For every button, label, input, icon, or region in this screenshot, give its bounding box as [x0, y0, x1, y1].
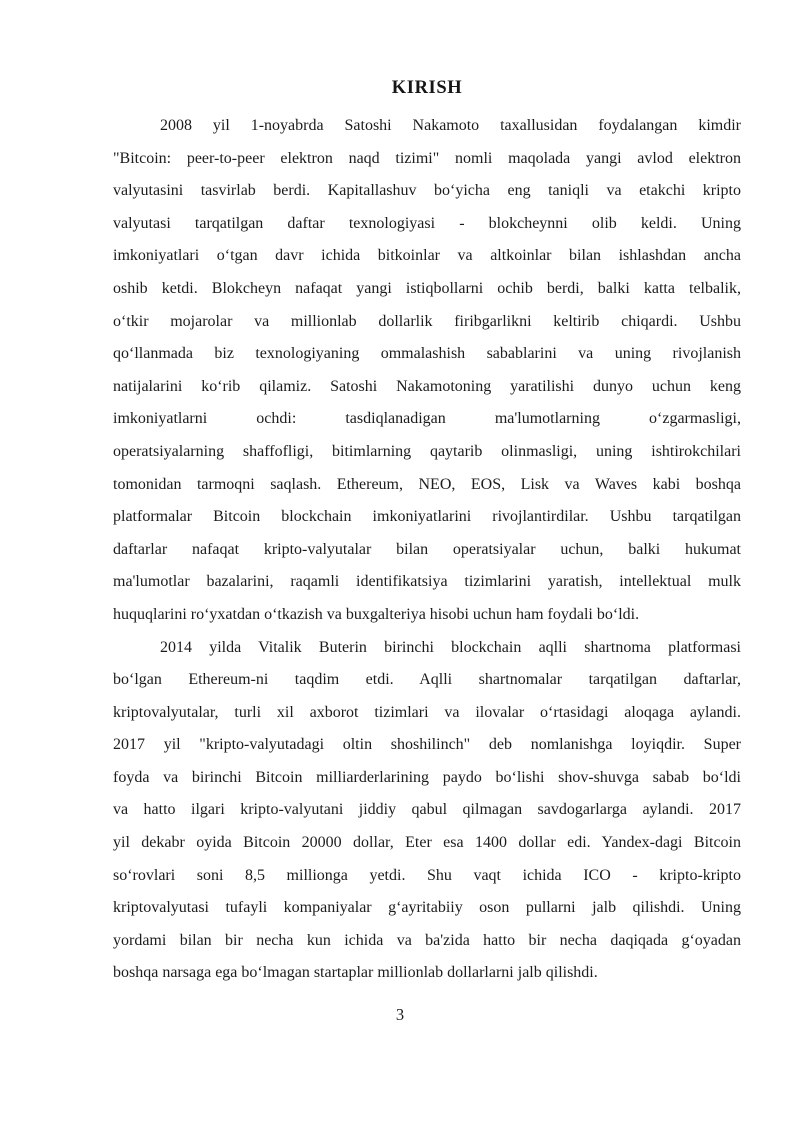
page-number: 3 [395, 1005, 405, 1024]
text-line: yordami bilan bir necha kun ichida va ba'zida hatto bir necha daqiqada gʻoyadan [113, 931, 741, 949]
document-body [113, 70, 741, 990]
text-line: huquqlarini roʻyxatdan oʻtkazish va buxgalteriya hisobi uchun ham foydali boʻldi. [113, 605, 640, 623]
text-line: soʻrovlari soni 8,5 millionga yetdi. Shu vaqt ichida ICO - kripto-kripto [113, 866, 741, 884]
text-line: platformalar Bitcoin blockchain imkoniyatlarini rivojlantirdilar. Ushbu tarqatilgan [113, 508, 741, 526]
text-line: imkoniyatlari oʻtgan davr ichida bitkoinlar va altkoinlar bilan ishlashdan ancha [113, 247, 741, 265]
text-line: 2014 yilda Vitalik Buterin birinchi blockchain aqlli shartnoma platformasi [160, 638, 741, 656]
text-line: natijalarini koʻrib qilamiz. Satoshi Nakamotoning yaratilishi dunyo uchun keng [113, 377, 741, 395]
text-line: 2017 yil "kripto-valyutadagi oltin shoshilinch" deb nomlanishga loyiqdir. Super [113, 736, 741, 754]
text-line: daftarlar nafaqat kripto-valyutalar bilan operatsiyalar uchun, balki hukumat [113, 540, 741, 558]
text-line: boshqa narsaga ega boʻlmagan startaplar millionlab dollarlarni jalb qilishdi. [113, 964, 598, 982]
text-line: 2008 yil 1-noyabrda Satoshi Nakamoto taxallusidan foydalangan kimdir [160, 117, 741, 134]
text-line: yil dekabr oyida Bitcoin 20000 dollar, Eter esa 1400 dollar edi. Yandex-dagi Bitcoin [113, 834, 741, 852]
text-line: boʻlgan Ethereum-ni taqdim etdi. Aqlli shartnomalar tarqatilgan daftarlar, [113, 671, 741, 689]
text-line: operatsiyalarning shaffofligi, bitimlarning qaytarib olinmasligi, uning ishtirokchilari [113, 442, 741, 460]
text-line: kriptovalyutasi tufayli kompaniyalar gʻayritabiiy oson pullarni jalb qilishdi. Uning [113, 899, 741, 917]
text-line: valyutasini tasvirlab berdi. Kapitallashuv boʻyicha eng taniqli va etakchi kripto [113, 182, 741, 200]
paragraph-2 [113, 632, 741, 991]
text-line: tomonidan tarmoqni saqlash. Ethereum, NEO, EOS, Lisk va Waves kabi boshqa [113, 475, 741, 493]
text-line: imkoniyatlarni ochdi: tasdiqlanadigan ma'lumotlarning oʻzgarmasligi, [113, 410, 741, 428]
text-line: "Bitcoin: peer-to-peer elektron naqd tizimi" nomli maqolada yangi avlod elektron [113, 149, 741, 167]
text-line: qoʻllanmada biz texnologiyaning ommalashish sabablarini va uning rivojlanish [113, 345, 741, 363]
text-line: valyutasi tarqatilgan daftar texnologiyasi - blokcheynni olib keldi. Uning [113, 214, 741, 232]
text-line: kriptovalyutalar, turli xil axborot tizimlari va ilovalar oʻrtasidagi aloqaga aylandi. [113, 703, 741, 721]
text-line: ma'lumotlar bazalarini, raqamli identifikatsiya tizimlarini yaratish, intellektual mulk [113, 573, 741, 591]
page-title: KIRISH [391, 78, 463, 98]
paragraph-1 [113, 110, 741, 632]
text-line: oshib ketdi. Blokcheyn nafaqat yangi istiqbollarni ochib berdi, balki katta telbalik, [113, 279, 741, 297]
text-line: oʻtkir mojarolar va millionlab dollarlik firibgarlikni keltirib chiqardi. Ushbu [113, 312, 741, 330]
text-line: va hatto ilgari kripto-valyutani jiddiy qabul qilmagan savdogarlarga aylandi. 2017 [113, 801, 741, 819]
text-line: foyda va birinchi Bitcoin milliarderlarining paydo boʻlishi shov-shuvga sabab boʻldi [113, 768, 741, 786]
